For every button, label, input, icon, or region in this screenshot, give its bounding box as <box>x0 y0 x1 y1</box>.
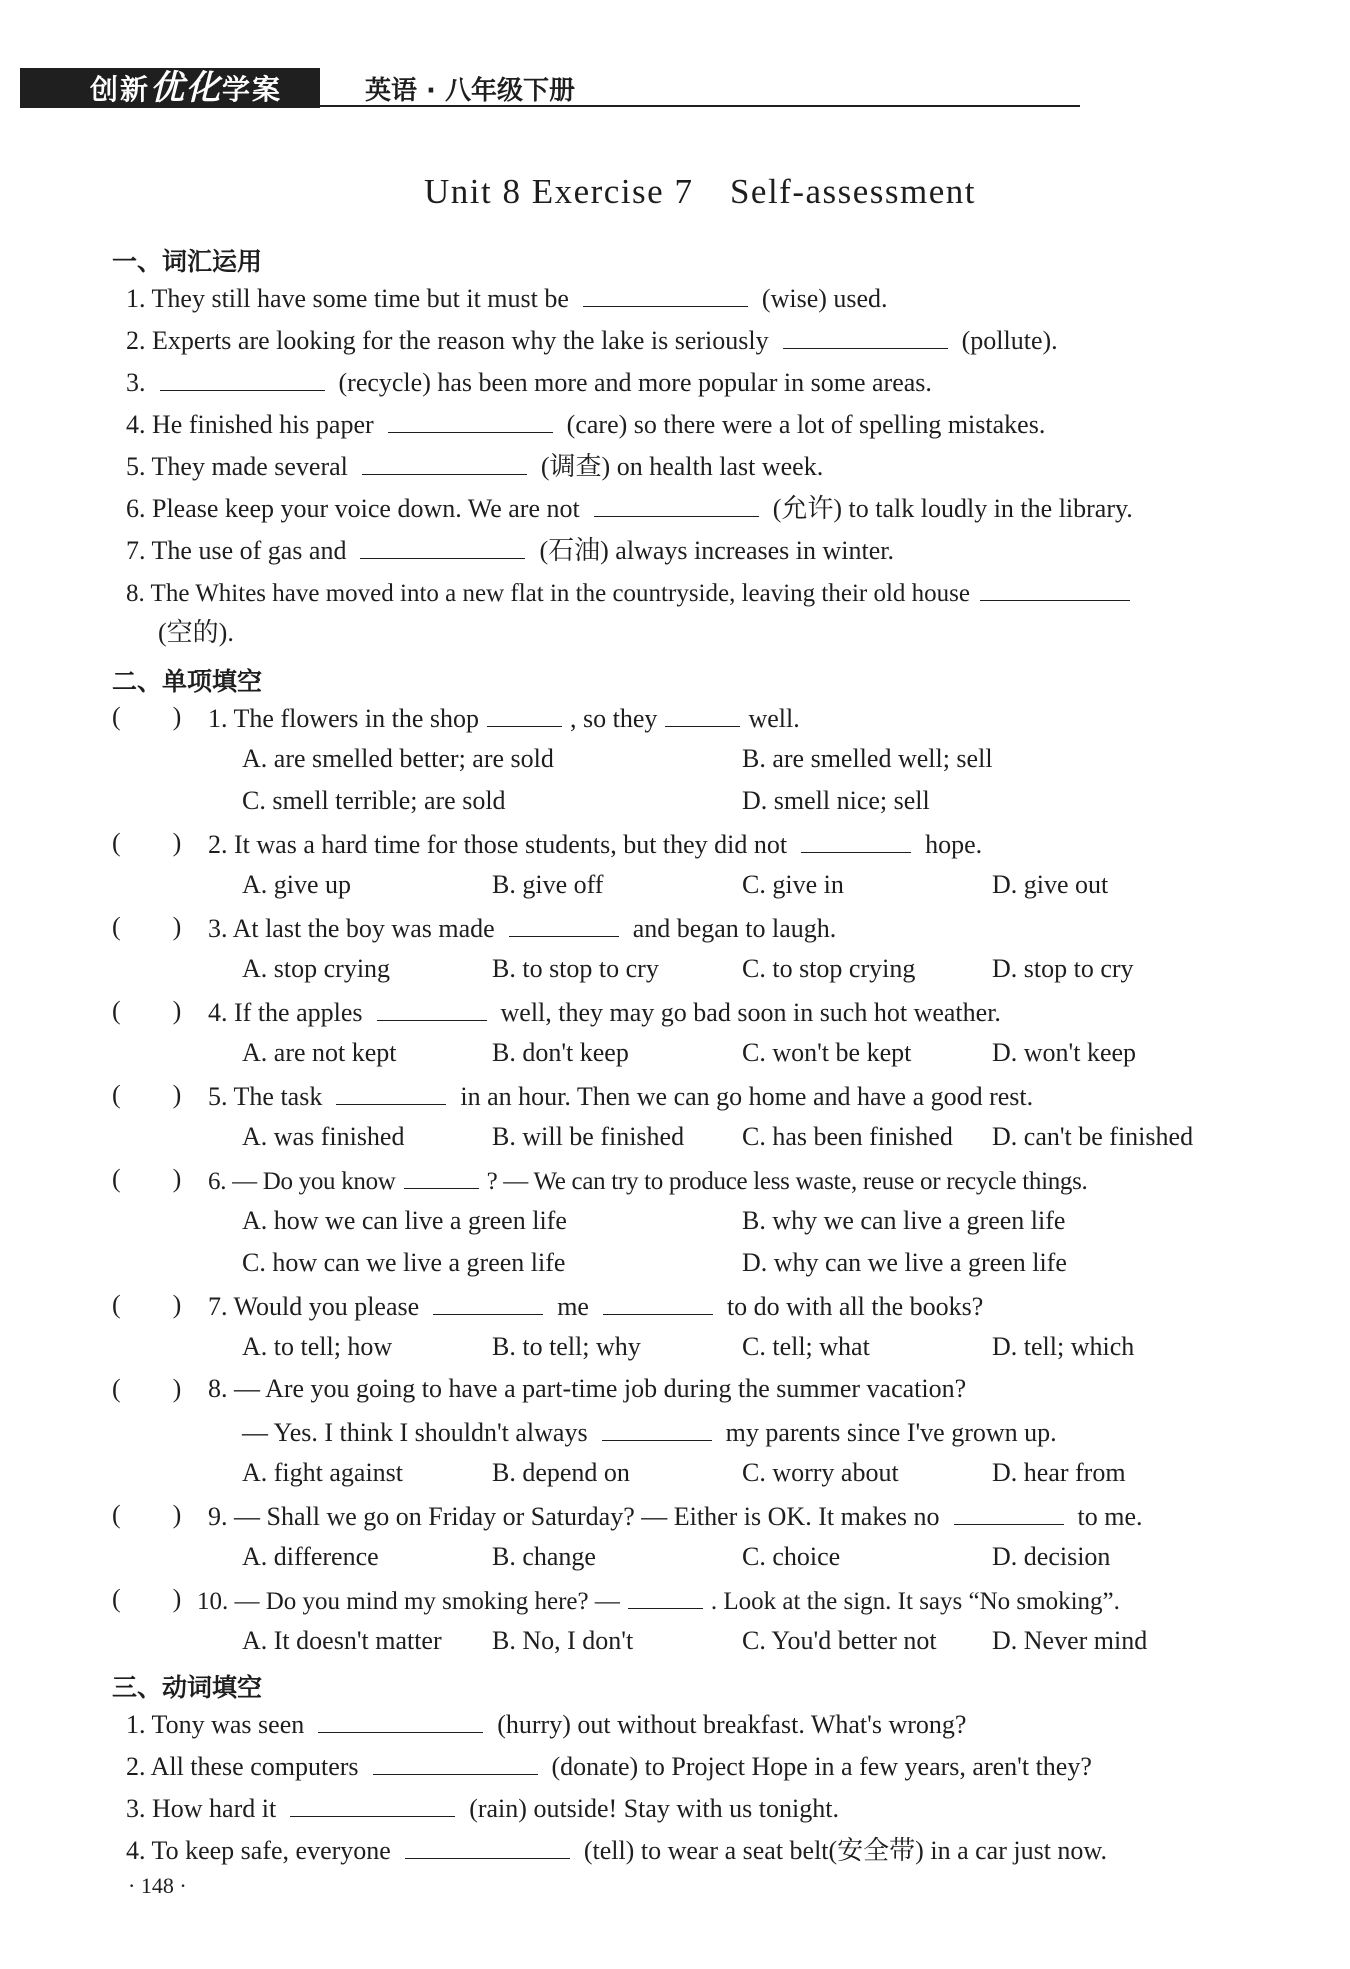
option-a[interactable]: A. difference <box>242 1542 379 1571</box>
option-d[interactable]: D. Never mind <box>992 1626 1148 1655</box>
mc-question-1 <box>208 700 800 736</box>
answer-blank <box>377 994 487 1021</box>
vocab-item-7 <box>126 532 894 568</box>
brand-text-big: 优化 <box>150 68 223 108</box>
answer-bracket[interactable]: ( ) <box>112 702 182 731</box>
option-b[interactable]: B. to stop to cry <box>492 954 659 983</box>
item-text: 3. How hard it <box>126 1794 277 1823</box>
question-text: me <box>557 1292 589 1321</box>
answer-blank[interactable] <box>160 364 325 391</box>
option-c[interactable]: C. You'd better not <box>742 1626 937 1655</box>
mc-question-10 <box>197 1582 1120 1619</box>
answer-bracket[interactable]: ( ) <box>112 1290 182 1319</box>
option-a[interactable]: A. give up <box>242 870 352 899</box>
verb-item-4 <box>126 1832 1107 1868</box>
option-b[interactable]: B. will be finished <box>492 1122 685 1151</box>
option-b[interactable]: B. give off <box>492 870 604 899</box>
question-text: 6. — Do you know <box>208 1168 396 1195</box>
mc-question-8: 8. — Are you going to have a part-time job during the summer vacation? <box>208 1374 967 1403</box>
answer-blank[interactable] <box>783 322 948 349</box>
option-a[interactable]: A. stop crying <box>242 954 391 983</box>
answer-bracket[interactable]: ( ) <box>112 1080 182 1109</box>
mc-question-2 <box>208 826 982 862</box>
page-header <box>20 68 1050 108</box>
mc-question-4 <box>208 994 1001 1030</box>
option-a[interactable]: A. to tell; how <box>242 1332 393 1361</box>
vocab-item-8-hint: (空的). <box>158 618 234 647</box>
question-text: 4. If the apples <box>208 998 363 1027</box>
item-text: 2. Experts are looking for the reason why the lake is seriously <box>126 326 769 355</box>
mc-question-6 <box>208 1162 1088 1199</box>
option-a[interactable]: A. was finished <box>242 1122 405 1151</box>
answer-blank[interactable] <box>290 1790 455 1817</box>
vocab-item-4 <box>126 406 1045 442</box>
question-text: hope. <box>925 830 983 859</box>
question-text: well, they may go bad soon in such hot weather. <box>500 998 1001 1027</box>
option-a[interactable]: A. are smelled better; are sold <box>242 744 554 773</box>
item-text: 1. They still have some time but it must be <box>126 284 569 313</box>
page-number: · 148 · <box>128 1873 187 1898</box>
option-c[interactable]: C. to stop crying <box>742 954 916 983</box>
question-text: — Yes. I think I shouldn't always <box>242 1418 588 1447</box>
mc-question-3 <box>208 910 836 946</box>
option-c[interactable]: C. smell terrible; are sold <box>242 786 506 815</box>
page-title: Unit 8 Exercise 7 Self-assessment <box>423 172 977 211</box>
answer-blank[interactable] <box>388 406 553 433</box>
answer-blank[interactable] <box>594 490 759 517</box>
option-c[interactable]: C. give in <box>742 870 844 899</box>
item-hint: (pollute). <box>961 326 1058 355</box>
vocab-item-1 <box>126 280 888 316</box>
answer-blank <box>404 1162 479 1189</box>
item-text: 4. He finished his paper <box>126 410 374 439</box>
option-b[interactable]: B. change <box>492 1542 596 1571</box>
item-text: 4. To keep safe, everyone <box>126 1836 391 1865</box>
question-text: 3. At last the boy was made <box>208 914 495 943</box>
option-b[interactable]: B. why we can live a green life <box>742 1206 1066 1235</box>
answer-blank[interactable] <box>373 1748 538 1775</box>
item-text: 2. All these computers <box>126 1752 359 1781</box>
question-text: ? — We can try to produce less waste, reuse or recycle things. <box>486 1168 1088 1195</box>
brand-text-pre: 创新 <box>90 73 151 106</box>
question-text: well. <box>748 704 800 733</box>
verb-item-2 <box>126 1748 1092 1784</box>
answer-blank[interactable] <box>405 1832 570 1859</box>
answer-blank <box>487 700 562 727</box>
option-a[interactable]: A. fight against <box>242 1458 404 1487</box>
verb-item-3 <box>126 1790 839 1826</box>
answer-bracket[interactable]: ( ) <box>112 828 182 857</box>
option-d[interactable]: D. give out <box>992 870 1109 899</box>
option-b[interactable]: B. don't keep <box>492 1038 629 1067</box>
subject-label: 英语 · 八年级下册 <box>365 76 575 106</box>
option-a[interactable]: A. It doesn't matter <box>242 1626 442 1655</box>
brand-logo <box>20 68 320 108</box>
section-heading-vocabulary: 一、词汇运用 <box>112 247 263 276</box>
answer-bracket[interactable]: ( ) <box>112 996 182 1025</box>
question-text: 2. It was a hard time for those students, but they did not <box>208 830 788 859</box>
option-d[interactable]: D. why can we live a green life <box>742 1248 1067 1277</box>
option-a[interactable]: A. are not kept <box>242 1038 397 1067</box>
option-d[interactable]: D. decision <box>992 1542 1111 1571</box>
item-text: 7. The use of gas and <box>126 536 347 565</box>
answer-blank <box>665 700 740 727</box>
option-d[interactable]: D. won't keep <box>992 1038 1137 1067</box>
option-c[interactable]: C. worry about <box>742 1458 899 1487</box>
option-d[interactable]: D. can't be finished <box>992 1122 1194 1151</box>
answer-blank <box>603 1288 713 1315</box>
question-text: in an hour. Then we can go home and have a good rest. <box>460 1082 1034 1111</box>
option-c[interactable]: C. has been finished <box>742 1122 953 1151</box>
answer-blank[interactable] <box>318 1706 483 1733</box>
answer-bracket[interactable]: ( ) <box>112 912 182 941</box>
answer-blank[interactable] <box>360 532 525 559</box>
option-d[interactable]: D. hear from <box>992 1458 1126 1487</box>
answer-blank <box>954 1498 1064 1525</box>
question-text: , so they <box>570 704 658 733</box>
answer-blank <box>433 1288 543 1315</box>
item-text: 8. The Whites have moved into a new flat in the countryside, leaving their old house <box>126 580 971 607</box>
question-text: 5. The task <box>208 1082 323 1111</box>
item-text: 1. Tony was seen <box>126 1710 305 1739</box>
answer-blank <box>628 1582 703 1609</box>
item-hint: (donate) to Project Hope in a few years, aren't they? <box>551 1752 1092 1781</box>
answer-blank[interactable] <box>362 448 527 475</box>
option-b[interactable]: B. No, I don't <box>492 1626 634 1655</box>
option-c[interactable]: C. tell; what <box>742 1332 870 1361</box>
item-hint: (recycle) has been more and more popular in some areas. <box>338 368 932 397</box>
option-a[interactable]: A. how we can live a green life <box>242 1206 567 1235</box>
option-d[interactable]: D. tell; which <box>992 1332 1135 1361</box>
answer-bracket[interactable]: ( ) <box>112 1164 182 1193</box>
item-hint: (石油) always increases in winter. <box>539 536 894 565</box>
answer-bracket[interactable]: ( ) <box>112 1500 182 1529</box>
item-hint: (wise) used. <box>761 284 888 313</box>
section-heading-verb-fill: 三、动词填空 <box>112 1673 263 1702</box>
question-text: to me. <box>1077 1502 1143 1531</box>
item-hint: (tell) to wear a seat belt(安全带) in a car just now. <box>583 1836 1107 1865</box>
verb-item-1 <box>126 1706 966 1742</box>
vocab-item-3 <box>126 364 932 400</box>
answer-blank[interactable] <box>583 280 748 307</box>
option-c[interactable]: C. how can we live a green life <box>242 1248 566 1277</box>
option-b[interactable]: B. are smelled well; sell <box>742 744 993 773</box>
answer-bracket[interactable]: ( ) <box>112 1584 182 1613</box>
question-text: . Look at the sign. It says “No smoking”. <box>710 1588 1120 1615</box>
question-text: 10. — Do you mind my smoking here? — <box>197 1588 620 1615</box>
question-text: and began to laugh. <box>632 914 837 943</box>
item-hint: (rain) outside! Stay with us tonight. <box>469 1794 839 1823</box>
option-c[interactable]: C. won't be kept <box>742 1038 912 1067</box>
question-text: 9. — Shall we go on Friday or Saturday? — Either is OK. It makes no <box>208 1502 940 1531</box>
item-text: 6. Please keep your voice down. We are not <box>126 494 580 523</box>
answer-blank <box>801 826 911 853</box>
item-text: 3. <box>126 368 146 397</box>
mc-question-7 <box>208 1288 983 1324</box>
brand-text-post: 学案 <box>222 73 283 106</box>
vocab-item-2 <box>126 322 1058 358</box>
item-text: 5. They made several <box>126 452 348 481</box>
item-hint: (care) so there were a lot of spelling mistakes. <box>566 410 1046 439</box>
option-d[interactable]: D. smell nice; sell <box>742 786 930 815</box>
question-text: to do with all the books? <box>726 1292 984 1321</box>
option-b[interactable]: B. depend on <box>492 1458 630 1487</box>
vocab-item-8 <box>126 574 1130 611</box>
question-text: my parents since I've grown up. <box>725 1418 1057 1447</box>
mc-question-5 <box>208 1078 1033 1114</box>
mc-question-9 <box>208 1498 1143 1534</box>
answer-bracket[interactable]: ( ) <box>112 1374 182 1403</box>
item-hint: (调查) on health last week. <box>540 452 824 481</box>
vocab-item-6 <box>126 490 1133 526</box>
item-hint: (hurry) out without breakfast. What's wrong? <box>497 1710 967 1739</box>
question-text: 1. The flowers in the shop <box>208 704 480 733</box>
vocab-item-5 <box>126 448 823 484</box>
question-text: 7. Would you please <box>208 1292 420 1321</box>
answer-blank <box>336 1078 446 1105</box>
option-b[interactable]: B. to tell; why <box>492 1332 641 1361</box>
option-c[interactable]: C. choice <box>742 1542 841 1571</box>
answer-blank <box>509 910 619 937</box>
mc-question-8-response <box>242 1414 1057 1450</box>
section-heading-multiple-choice: 二、单项填空 <box>112 667 263 696</box>
option-d[interactable]: D. stop to cry <box>992 954 1134 983</box>
answer-blank[interactable] <box>980 574 1130 601</box>
answer-blank <box>602 1414 712 1441</box>
item-hint: (允许) to talk loudly in the library. <box>772 494 1133 523</box>
